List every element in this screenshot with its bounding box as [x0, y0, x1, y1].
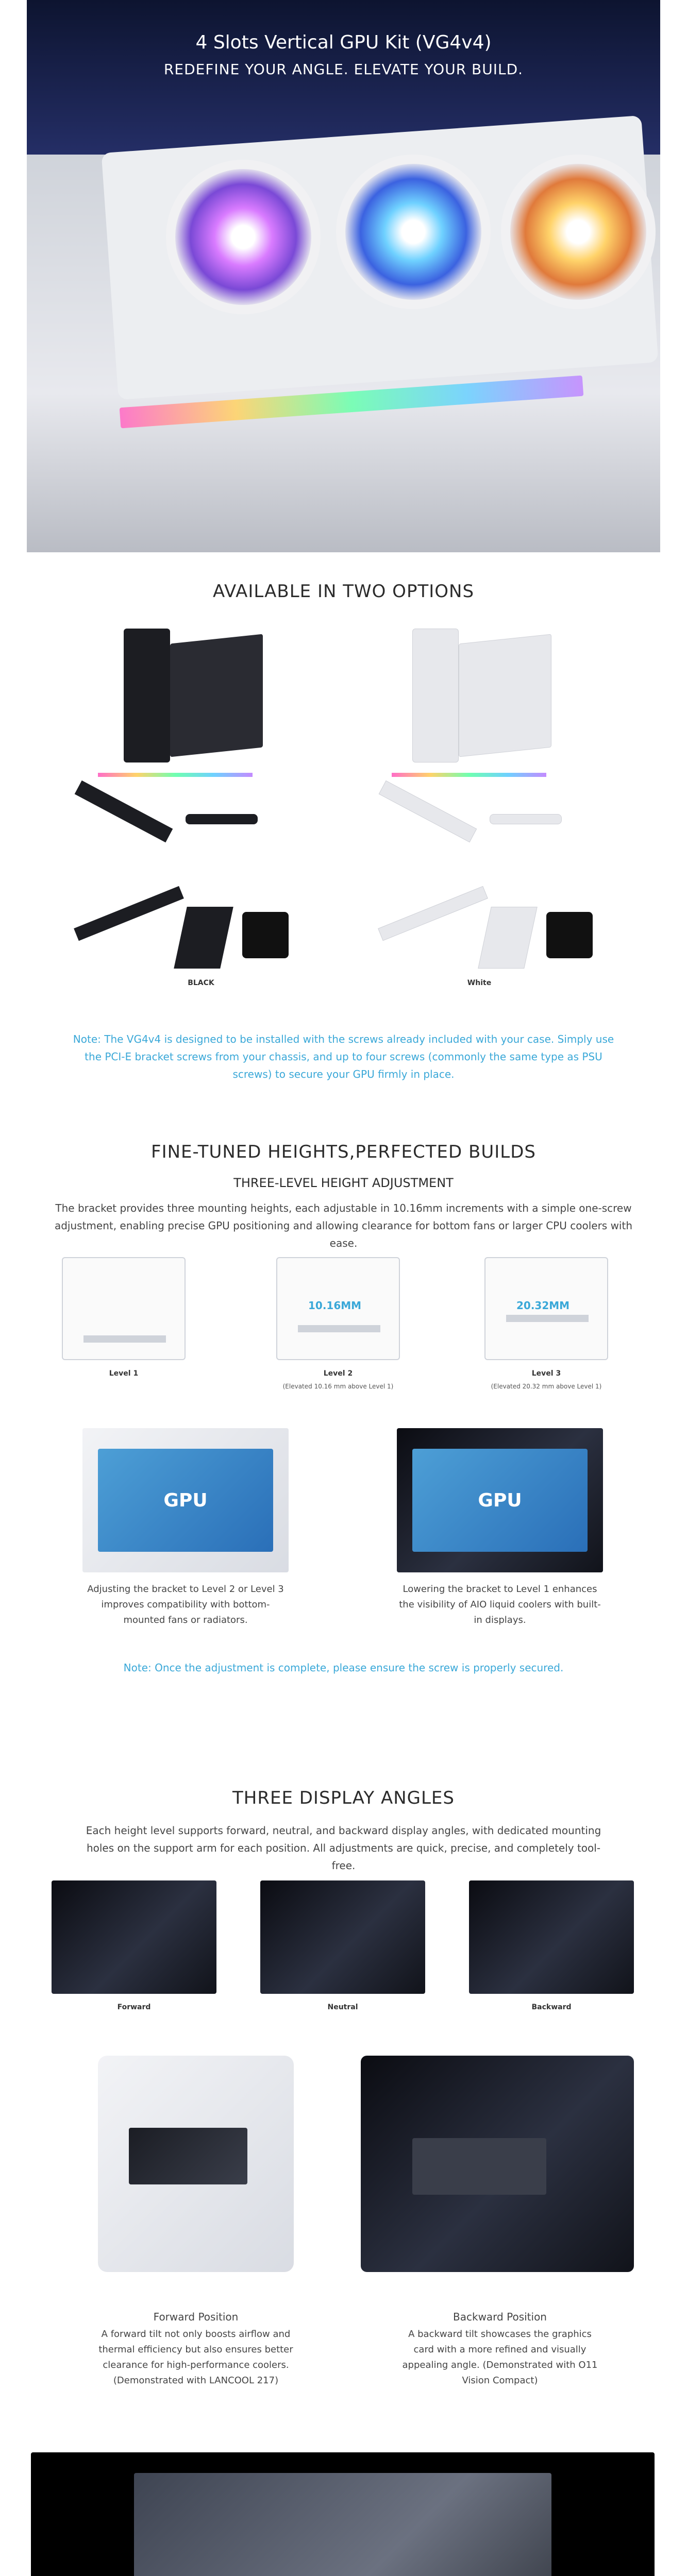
forward-label: Forward: [117, 2003, 151, 2011]
support-arm-banner: [31, 2452, 655, 2576]
black-bracket-plate: [170, 634, 263, 757]
level-3-label: Level 3: [531, 1369, 561, 1378]
white-bracket: [412, 629, 459, 762]
gpu-level2-photo: [82, 1428, 289, 1572]
white-screws: [490, 814, 562, 824]
black-support-arm: [74, 886, 184, 941]
black-foot: [174, 907, 233, 969]
level-3-diagram: [484, 1257, 608, 1360]
case-interior-photo: [134, 2473, 551, 2576]
white-clips: [546, 912, 593, 958]
fan-icon: [501, 155, 656, 309]
level-1-diagram: [62, 1257, 186, 1360]
neutral-label: Neutral: [327, 2003, 358, 2011]
backward-description: A backward tilt showcases the graphics card with a more refined and visually appealing angle. (Demonstrated with O11 Vision Compact): [402, 2329, 598, 2386]
angles-description: Each height level supports forward, neutral, and backward display angles, with dedicated mounting holes on the support arm for each position. All adjustments are quick, precise, and completely tool-free.: [86, 1824, 601, 1872]
rgb-strip: [392, 773, 546, 777]
gpu-block: GPU: [412, 1449, 588, 1552]
level-down-caption: Lowering the bracket to Level 1 enhances the visibility of AIO liquid coolers with built-in displays.: [399, 1584, 601, 1625]
fan-icon: [166, 160, 321, 314]
hero-title: 4 Slots Vertical GPU Kit (VG4v4): [195, 32, 492, 53]
black-label: BLACK: [188, 979, 214, 987]
hero-banner: [27, 0, 660, 552]
backward-angle-photo: [469, 1880, 634, 1994]
gpu-level1-photo: [397, 1428, 603, 1572]
black-screws: [186, 814, 258, 824]
white-option-group: [371, 618, 608, 989]
level-1-label: Level 1: [109, 1369, 139, 1378]
options-note: Note: The VG4v4 is designed to be installed with the screws already included with your case. Simply use the PCI-E bracket screws from your chassis, and up to four screws (commonly the same type as PSU screws) to secure your GPU firmly in place.: [73, 1033, 614, 1080]
fan-icon: [336, 155, 491, 309]
heights-title: FINE-TUNED HEIGHTS,PERFECTED BUILDS: [151, 1142, 536, 1162]
white-bracket-plate: [459, 634, 551, 757]
hero-tagline: REDEFINE YOUR ANGLE. ELEVATE YOUR BUILD.: [163, 61, 524, 78]
level-3-detail: (Elevated 20.32 mm above Level 1): [491, 1383, 602, 1390]
lancool-217-photo: [98, 2056, 294, 2272]
white-label: White: [467, 979, 492, 987]
black-arm: [75, 781, 173, 842]
level-2-label: Level 2: [323, 1369, 353, 1378]
gpu-block: GPU: [98, 1449, 273, 1552]
white-support-arm: [378, 886, 488, 941]
forward-description: A forward tilt not only boosts airflow and thermal efficiency but also ensures better clearance for high-performance coolers. (Demonstrated with LANCOOL 217): [98, 2329, 293, 2386]
level-2-diagram: [276, 1257, 400, 1360]
backward-label: Backward: [531, 2003, 572, 2011]
backward-title: Backward Position: [453, 2311, 547, 2323]
gpu-block: [412, 2138, 546, 2195]
level-3-mm: 20.32MM: [516, 1299, 570, 1312]
black-option-group: [67, 618, 304, 989]
neutral-angle-photo: [260, 1880, 425, 1994]
options-title: AVAILABLE IN TWO OPTIONS: [212, 581, 475, 602]
black-clips: [242, 912, 289, 958]
white-foot: [478, 907, 538, 969]
forward-angle-photo: [52, 1880, 216, 1994]
heights-subtitle: THREE-LEVEL HEIGHT ADJUSTMENT: [233, 1176, 454, 1190]
heights-note: Note: Once the adjustment is complete, please ensure the screw is properly secured.: [123, 1662, 564, 1674]
gpu-block: [129, 2128, 247, 2184]
level-2-detail: (Elevated 10.16 mm above Level 1): [282, 1383, 394, 1390]
white-arm: [379, 781, 477, 842]
rgb-strip: [98, 773, 253, 777]
forward-title: Forward Position: [153, 2311, 239, 2323]
angles-title: THREE DISPLAY ANGLES: [232, 1788, 455, 1808]
o11-vision-compact-photo: [361, 2056, 634, 2272]
level-up-caption: Adjusting the bracket to Level 2 or Level 3 improves compatibility with bottom-mounted fans or radiators.: [87, 1584, 284, 1625]
level-2-mm: 10.16MM: [308, 1299, 362, 1312]
heights-description: The bracket provides three mounting heights, each adjustable in 10.16mm increments with a simple one-screw adjustment, enabling precise GPU positioning and allowing clearance for bottom fans or larger CPU coolers with ease.: [54, 1202, 633, 1249]
black-bracket: [124, 629, 170, 762]
